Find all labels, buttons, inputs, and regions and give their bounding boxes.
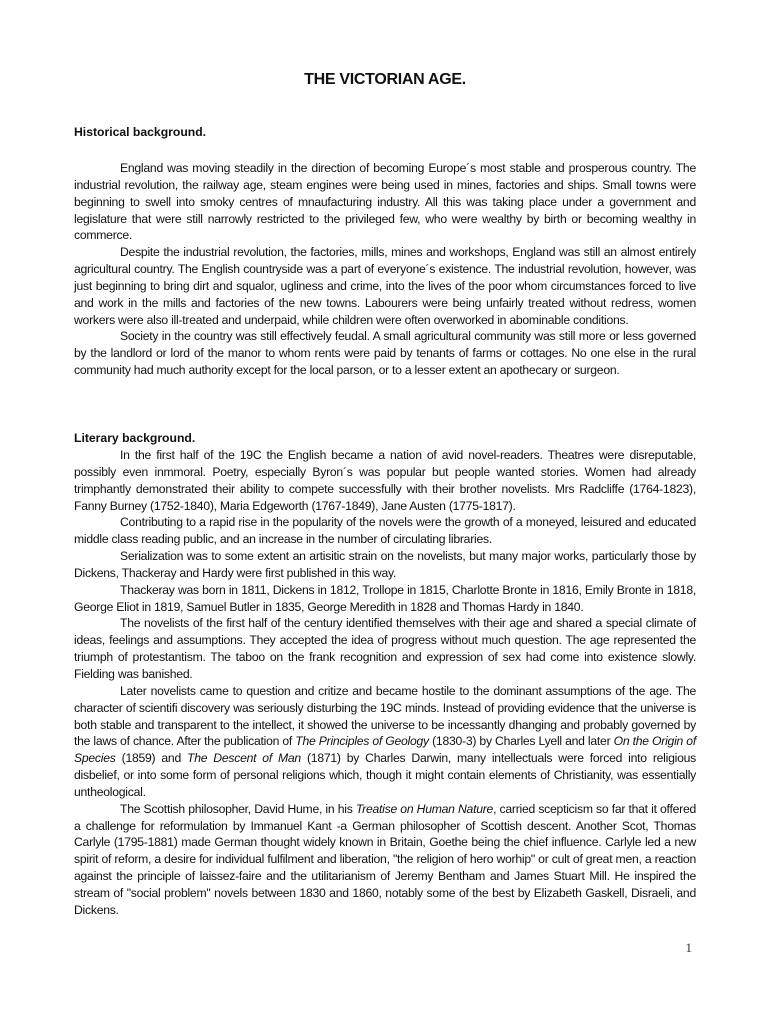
text-run: The Scottish philosopher, David Hume, in his (120, 801, 356, 816)
literary-paragraph-3: Serialization was to some extent an artisitic strain on the novelists, but many major works, particularly those by Dickens, Thackeray and Hardy were first published in this way. (74, 549, 696, 580)
text-run: (1830-3) by Charles Lyell and later (428, 734, 614, 749)
historical-paragraph-3: Society in the country was still effectively feudal. A small agricultural community was still more or less governed by the landlord or lord of the manor to whom rents were paid by tenants of farms or cottages. No one else in the rural community had much authority except for the local parson, or to a lesser extent an apothecary or surgeon. (74, 329, 696, 378)
historical-paragraph-1: England was moving steadily in the direction of becoming Europe´s most stable and prosperous country. The industrial revolution, the railway age, steam engines were being used in mines, factories and ships. Small towns were beginning to swell into smoky centres of mnaufacturing industry. All this was taking place under a government and legislature that were still narrowly restricted to the privileged few, who were wealthy by birth or becoming wealthy in commerce. (74, 161, 696, 243)
book-title-descent-of-man: The Descent of Man (187, 751, 301, 766)
book-title-principles-of-geology: The Principles of Geology (295, 734, 429, 749)
historical-background-section (74, 124, 696, 379)
literary-background-section (74, 430, 696, 919)
book-title-origin-of-species: On the Origin of Species (74, 734, 696, 766)
document-page (74, 0, 696, 1024)
book-title-treatise-on-human-nature: Treatise on Human Nature (355, 801, 494, 816)
literary-paragraph-7 (74, 801, 696, 919)
section-heading-literary: Literary background. (74, 431, 196, 445)
literary-paragraph-1: In the first half of the 19C the English became a nation of avid novel-readers. Theatres were disreputable, possibly even inmmoral. Poetry, especially Byron´s was popular but people wanted stories. Women had already trimphantly demonstrated their ability to compete successfully with their brother novelists. Mrs Radcliffe (1764-1823), Fanny Burney (1752-1840), Maria Edgeworth (1767-1849), Jane Austen (1775-1817). (74, 448, 696, 513)
text-run: (1871) by Charles Darwin, many intellectuals were forced into religious disbelief, or into some form of personal religions which, though it might contain elements of Christianity, was essentially untheological. (74, 751, 696, 799)
page-number: 1 (685, 940, 692, 955)
literary-paragraph-6 (74, 683, 696, 801)
text-run: Later novelists came to question and critize and became hostile to the dominant assumptions of the age. The character of scientifi discovery was seriously disturbing the 19C minds. Instead of providing evidence that the universe is both stable and transparent to the intellect, it showed the universe to be incessantly dhanging and probably governed by the laws of chance. After the publication of (74, 683, 696, 749)
text-run: (1859) and (115, 751, 188, 766)
historical-paragraph-2: Despite the industrial revolution, the factories, mills, mines and workshops, England was still an almost entirely agricultural country. The English countryside was a part of everyone´s existence. The industrial revolution, however, was just beginning to bring dirt and squalor, ugliness and crime, into the lives of the poor whom circumstances forced to live and work in the mills and factories of the new towns. Labourers were being unfairly treated without redress, women workers were also ill-treated and underpaid, while children were often overworked in abominable conditions. (74, 245, 696, 327)
text-run: , carried scepticism so far that it offered a challenge for reformulation by Immanuel Kant -a German philosopher of Scottish descent. Another Scot, Thomas Carlyle (1795-1881) made German thought widely known in Britain, Goethe being the chief influence. Carlyle led a new spirit of reform, a desire for individual fulfilment and liberation, "the religion of hero worhip" or cult of great men, a reaction against the principle of laissez-faire and the utilitarianism of Jeremy Bentham and James Stuart Mill. He inspired the stream of "social problem" novels between 1830 and 1860, notably some of the best by Elizabeth Gaskell, Disraeli, and Dickens. (74, 801, 696, 917)
literary-paragraph-5: The novelists of the first half of the century identified themselves with their age and shared a special climate of ideas, feelings and assumptions. They accepted the idea of progress without much question. The age represented the triumph of protestantism. The taboo on the frank recognition and expression of sex had come into existence slowly. Fielding was banished. (74, 616, 696, 681)
section-heading-historical: Historical background. (74, 125, 207, 139)
literary-paragraph-4: Thackeray was born in 1811, Dickens in 1812, Trollope in 1815, Charlotte Bronte in 1816, Emily Bronte in 1818, George Eliot in 1819, Samuel Butler in 1835, George Meredith in 1828 and Thomas Hardy in 1840. (74, 582, 696, 614)
literary-paragraph-2: Contributing to a rapid rise in the popularity of the novels were the growth of a moneyed, leisured and educated middle class reading public, and an increase in the number of circulating libraries. (74, 515, 696, 547)
page-title: THE VICTORIAN AGE. (304, 71, 466, 88)
